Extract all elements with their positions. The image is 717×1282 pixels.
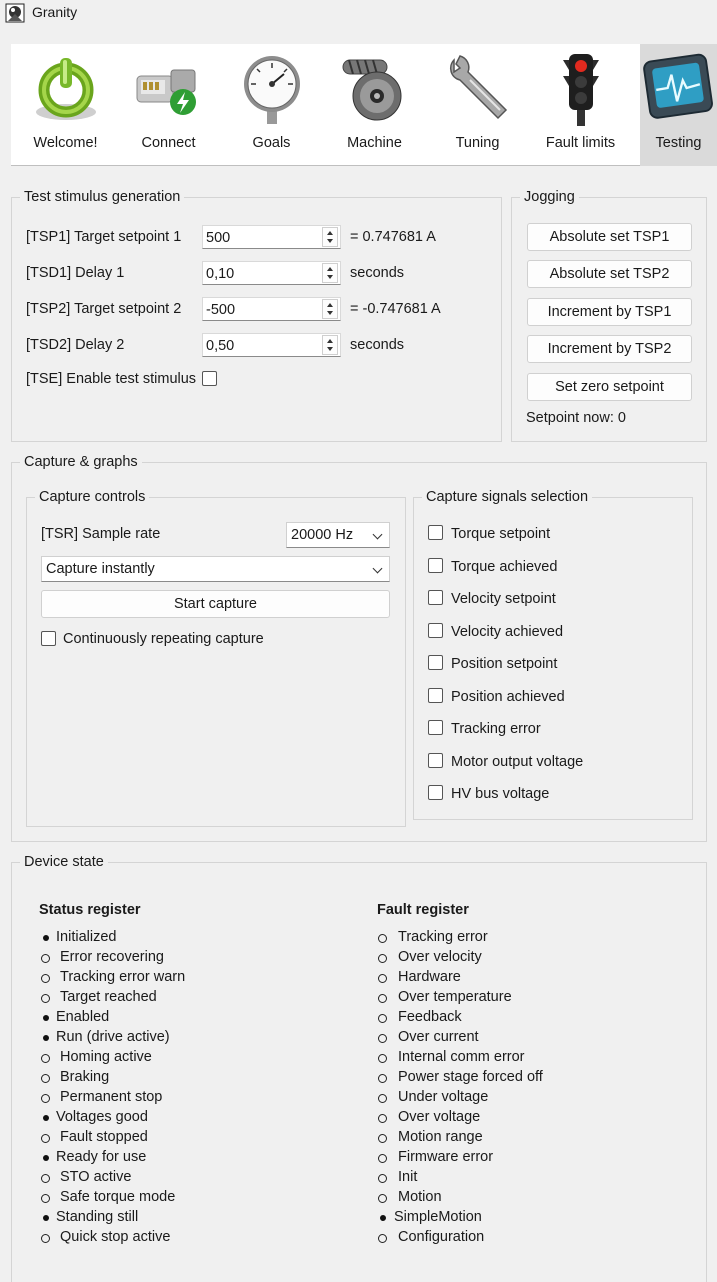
tsd1-spinbox[interactable] — [202, 261, 341, 285]
signal-checkbox[interactable] — [428, 785, 443, 800]
signal-label: Position setpoint — [451, 656, 558, 672]
hollow-circle-icon — [41, 994, 50, 1003]
hollow-circle-icon — [378, 1014, 387, 1023]
spin-arrows[interactable] — [322, 299, 338, 319]
tab-label: Fault limits — [545, 135, 616, 151]
register-item-label: STO active — [60, 1169, 132, 1185]
register-item-label: Firmware error — [398, 1149, 494, 1165]
spin-arrows[interactable] — [322, 227, 338, 247]
hollow-circle-icon — [41, 1174, 50, 1183]
signal-checkbox[interactable] — [428, 623, 443, 638]
filled-dot-icon — [43, 1115, 49, 1121]
hollow-circle-icon — [378, 1154, 387, 1163]
tsp2-current-value: = -0.747681 A — [350, 301, 441, 317]
hollow-circle-icon — [378, 954, 387, 963]
register-item-label: Ready for use — [56, 1149, 147, 1165]
tab-fault-limits[interactable] — [529, 44, 632, 166]
filled-dot-icon — [43, 1015, 49, 1021]
power-icon — [28, 50, 104, 126]
setpoint-now-readout: Setpoint now: 0 — [526, 410, 626, 426]
increment-tsp1-button[interactable]: Increment by TSP1 — [527, 298, 692, 326]
tab-machine[interactable] — [323, 44, 426, 166]
tab-label: Connect — [141, 135, 196, 151]
hollow-circle-icon — [41, 974, 50, 983]
group-title: Jogging — [520, 188, 579, 206]
register-item-label: Configuration — [398, 1229, 485, 1245]
hollow-circle-icon — [41, 1094, 50, 1103]
hollow-circle-icon — [41, 1074, 50, 1083]
increment-tsp2-button[interactable]: Increment by TSP2 — [527, 335, 692, 363]
hollow-circle-icon — [378, 1134, 387, 1143]
title-bar — [0, 0, 717, 26]
tab-label: Testing — [655, 135, 702, 151]
hollow-circle-icon — [378, 974, 387, 983]
sample-rate-select[interactable] — [286, 522, 390, 548]
register-item-label: Tracking error warn — [60, 969, 186, 985]
gauge-icon — [234, 50, 310, 126]
capture-trigger-value: Capture instantly — [46, 561, 155, 577]
tsp1-input[interactable] — [203, 226, 318, 248]
register-item-label: Safe torque mode — [60, 1189, 176, 1205]
signal-checkbox[interactable] — [428, 720, 443, 735]
signal-label: Tracking error — [451, 721, 541, 737]
tsp2-input[interactable] — [203, 298, 318, 320]
tsp2-spinbox[interactable] — [202, 297, 341, 321]
filled-dot-icon — [43, 935, 49, 941]
hollow-circle-icon — [41, 1234, 50, 1243]
register-item-label: Hardware — [398, 969, 461, 985]
register-item-label: Braking — [60, 1069, 110, 1085]
register-item-label: SimpleMotion — [394, 1209, 482, 1225]
signal-checkbox[interactable] — [428, 655, 443, 670]
tsd2-input[interactable] — [203, 334, 318, 356]
register-item-label: Fault stopped — [60, 1129, 148, 1145]
register-item-label: Over voltage — [398, 1109, 481, 1125]
enable-test-stimulus-label: [TSE] Enable test stimulus — [26, 371, 197, 387]
signal-checkbox[interactable] — [428, 558, 443, 573]
signal-checkbox[interactable] — [428, 525, 443, 540]
tab-tuning[interactable] — [426, 44, 529, 166]
register-item-label: Run (drive active) — [56, 1029, 170, 1045]
group-title: Device state — [20, 853, 108, 871]
group-title: Test stimulus generation — [20, 188, 184, 206]
filled-dot-icon — [380, 1215, 386, 1221]
register-item-label: Over temperature — [398, 989, 512, 1005]
register-item-label: Voltages good — [56, 1109, 148, 1125]
chevron-down-icon — [373, 530, 383, 540]
group-title: Capture controls — [35, 488, 149, 506]
register-item-label: Quick stop active — [60, 1229, 171, 1245]
status-register-title: Status register — [39, 902, 141, 918]
tab-testing[interactable] — [640, 44, 717, 166]
register-item-label: Power stage forced off — [398, 1069, 543, 1085]
tsd1-input[interactable] — [203, 262, 318, 284]
repeat-capture-label: Continuously repeating capture — [63, 631, 264, 647]
gears-icon — [337, 50, 413, 126]
signal-label: Velocity achieved — [451, 624, 564, 640]
tab-welcome[interactable] — [14, 44, 117, 166]
set-zero-setpoint-button[interactable]: Set zero setpoint — [527, 373, 692, 401]
tsp1-spinbox[interactable] — [202, 225, 341, 249]
register-item-label: Under voltage — [398, 1089, 489, 1105]
start-capture-button[interactable]: Start capture — [41, 590, 390, 618]
signal-checkbox[interactable] — [428, 688, 443, 703]
register-item-label: Homing active — [60, 1049, 152, 1065]
tsp2-label: [TSP2] Target setpoint 2 — [26, 301, 182, 317]
hollow-circle-icon — [378, 994, 387, 1003]
wrench-icon — [440, 50, 516, 126]
spin-arrows[interactable] — [322, 263, 338, 283]
register-item-label: Error recovering — [60, 949, 164, 965]
app-logo-icon — [5, 3, 25, 23]
register-item-label: Initialized — [56, 929, 117, 945]
traffic-light-icon — [543, 50, 619, 126]
tsd2-spinbox[interactable] — [202, 333, 341, 357]
tab-label: Goals — [252, 135, 291, 151]
hollow-circle-icon — [378, 1074, 387, 1083]
register-item-label: Permanent stop — [60, 1089, 163, 1105]
tsp1-current-value: = 0.747681 A — [350, 229, 436, 245]
register-item-label: Over current — [398, 1029, 479, 1045]
register-item-label: Target reached — [60, 989, 157, 1005]
register-item-label: Over velocity — [398, 949, 482, 965]
main-toolbar — [11, 44, 717, 166]
tab-label: Welcome! — [33, 135, 98, 151]
tsd1-unit: seconds — [350, 265, 405, 281]
signal-label: Motor output voltage — [451, 754, 584, 770]
hollow-circle-icon — [41, 1134, 50, 1143]
tab-label: Machine — [347, 135, 402, 151]
tsd2-unit: seconds — [350, 337, 405, 353]
signal-label: Position achieved — [451, 689, 565, 705]
spin-arrows[interactable] — [322, 335, 338, 355]
signal-checkbox[interactable] — [428, 590, 443, 605]
signal-label: Torque setpoint — [451, 526, 551, 542]
absolute-set-tsp2-button[interactable]: Absolute set TSP2 — [527, 260, 692, 288]
network-plug-icon — [131, 50, 207, 126]
tsp1-label: [TSP1] Target setpoint 1 — [26, 229, 182, 245]
group-title: Capture & graphs — [20, 453, 142, 471]
repeat-capture-checkbox[interactable] — [41, 631, 56, 646]
oscilloscope-icon — [643, 52, 715, 124]
register-item-label: Motion range — [398, 1129, 483, 1145]
register-item-label: Internal comm error — [398, 1049, 525, 1065]
hollow-circle-icon — [378, 1234, 387, 1243]
hollow-circle-icon — [378, 1094, 387, 1103]
tsd2-label: [TSD2] Delay 2 — [26, 337, 125, 353]
tab-connect[interactable] — [117, 44, 220, 166]
absolute-set-tsp1-button[interactable]: Absolute set TSP1 — [527, 223, 692, 251]
filled-dot-icon — [43, 1035, 49, 1041]
hollow-circle-icon — [378, 1174, 387, 1183]
hollow-circle-icon — [378, 1114, 387, 1123]
hollow-circle-icon — [41, 1194, 50, 1203]
sample-rate-value: 20000 Hz — [291, 527, 354, 543]
register-item-label: Tracking error — [398, 929, 488, 945]
signal-label: Velocity setpoint — [451, 591, 556, 607]
register-item-label: Feedback — [398, 1009, 462, 1025]
tsd1-label: [TSD1] Delay 1 — [26, 265, 125, 281]
hollow-circle-icon — [378, 934, 387, 943]
group-title: Capture signals selection — [422, 488, 592, 506]
signal-label: Torque achieved — [451, 559, 558, 575]
tab-goals[interactable] — [220, 44, 323, 166]
enable-test-stimulus-checkbox[interactable] — [202, 371, 217, 386]
register-item-label: Enabled — [56, 1009, 110, 1025]
signal-checkbox[interactable] — [428, 753, 443, 768]
register-item-label: Init — [398, 1169, 418, 1185]
hollow-circle-icon — [378, 1034, 387, 1043]
hollow-circle-icon — [41, 1054, 50, 1063]
register-item-label: Motion — [398, 1189, 442, 1205]
fault-register-title: Fault register — [377, 902, 469, 918]
capture-trigger-select[interactable] — [41, 556, 390, 582]
hollow-circle-icon — [41, 954, 50, 963]
signal-label: HV bus voltage — [451, 786, 550, 802]
tab-label: Tuning — [455, 135, 500, 151]
filled-dot-icon — [43, 1155, 49, 1161]
hollow-circle-icon — [378, 1194, 387, 1203]
register-item-label: Standing still — [56, 1209, 139, 1225]
hollow-circle-icon — [378, 1054, 387, 1063]
window-title: Granity — [32, 4, 78, 20]
filled-dot-icon — [43, 1215, 49, 1221]
chevron-down-icon — [373, 564, 383, 574]
sample-rate-label: [TSR] Sample rate — [41, 526, 161, 542]
